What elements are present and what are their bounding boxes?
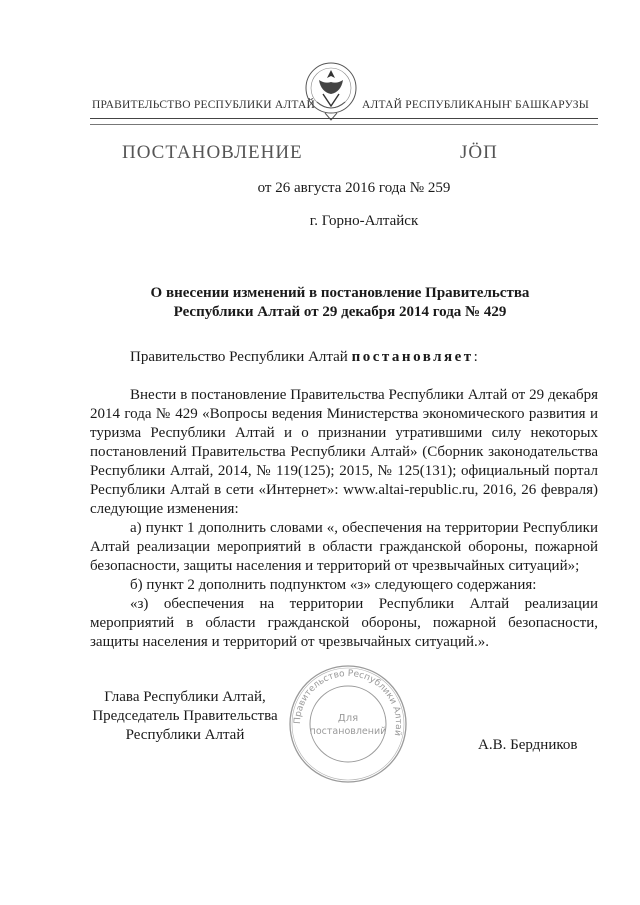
- preamble-verb: постановляет: [351, 349, 474, 365]
- document-date: от 26 августа 2016 года № 259: [257, 180, 451, 196]
- title-line: О внесении изменений в постановление Правительства: [150, 285, 530, 301]
- signatory-line: Республики Алтай: [125, 727, 245, 743]
- document-city: г. Горно-Алтайск: [309, 213, 419, 229]
- header-right-text: АЛТАЙ РЕСПУБЛИКАНЫҤ БАШКАРУЗЫ: [362, 99, 589, 111]
- preamble-colon: :: [473, 349, 478, 365]
- doc-type-russian: ПОСТАНОВЛЕНИЕ: [122, 142, 303, 163]
- body-paragraph: а) пункт 1 дополнить словами «, обеспечения на территории Республики Алтай реализации мероприятий в области гражданской обороны, пожарной безопасности, защиты населения и территорий от чрезвычайных ситуаций»;: [90, 520, 598, 574]
- stamp-inner-line2: постановлений: [309, 726, 387, 737]
- signatory-line: Глава Республики Алтай,: [104, 689, 266, 705]
- header-left-text: ПРАВИТЕЛЬСТВО РЕСПУБЛИКИ АЛТАЙ: [92, 99, 316, 111]
- header-rule-thin: [90, 124, 598, 125]
- altai-emblem-icon: [303, 58, 359, 124]
- body-paragraph: Внести в постановление Правительства Республики Алтай от 29 декабря 2014 года № 429 «Вопросы ведения Министерства экономического развития и туризма Республики Алтай и о признании утратившими силу некоторых постановлений Правительства Республики Алтай» (Сборник законодательства Республики Алтай, 2014, № 119(125); 2015, № 125(131); официальный портал Республики Алтай в сети «Интернет»: www.altai-republic.ru, 2016, 26 февраля) следующие изменения:: [90, 387, 598, 517]
- stamp-outer-text: Правительство Республики Алтай: [292, 668, 404, 737]
- signatory-name: А.В. Бердников: [478, 737, 578, 753]
- signatory-position: [90, 688, 280, 745]
- preamble-text: Правительство Республики Алтай: [130, 349, 352, 365]
- body-paragraph: б) пункт 2 дополнить подпунктом «з» следующего содержания:: [130, 577, 537, 593]
- body-paragraph: «з) обеспечения на территории Республики Алтай реализации мероприятий в области гражданской обороны, пожарной безопасности, защиты населения и территорий от чрезвычайных ситуаций.».: [90, 596, 598, 650]
- document-title: [110, 284, 570, 322]
- stamp-inner-line1: Для: [337, 713, 359, 724]
- official-stamp-icon: [287, 663, 409, 785]
- document-body: [90, 348, 598, 652]
- doc-type-altai: JӦП: [460, 142, 498, 163]
- header-rule: [90, 118, 598, 119]
- preamble: [90, 348, 598, 367]
- signatory-line: Председатель Правительства: [92, 708, 278, 724]
- title-line: Республики Алтай от 29 декабря 2014 года № 429: [173, 304, 507, 320]
